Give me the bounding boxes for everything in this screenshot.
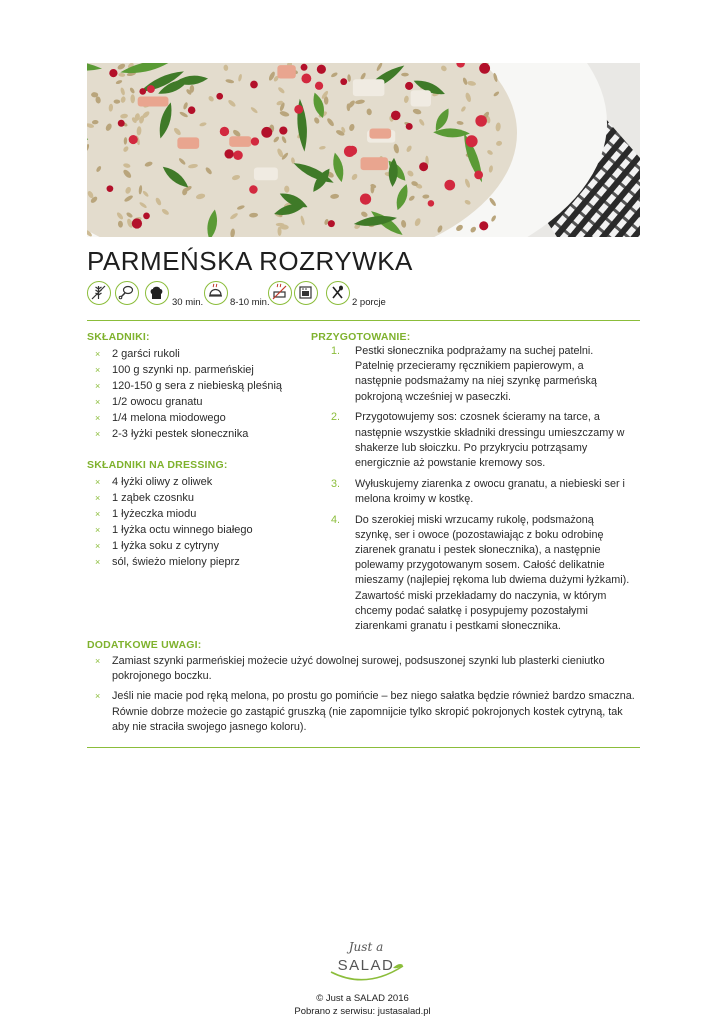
bullet-x-icon: × <box>95 413 101 423</box>
dressing-item: × 1 łyżka soku z cytryny <box>95 540 219 552</box>
recipe-title: PARMEŃSKA ROZRYWKA <box>87 246 413 276</box>
dressing-item: × 1 łyżeczka miodu <box>95 508 197 520</box>
note-item: × Jeśli nie macie pod ręką melona, po prostu go pomińcie – bez niego sałatka będzie również bardzo smaczna. Równie dobrze możecie go zastąpić gruszką (nie zapomnijcie tylko skropić pokrojonych kostek cytryną, tak aby nie straciła swojego jasnego koloru). <box>95 690 635 733</box>
bullet-x-icon: × <box>95 365 101 375</box>
notes-list <box>87 654 640 740</box>
bullet-x-icon: × <box>95 525 101 535</box>
dressing-heading: SKŁADNIKI NA DRESSING: <box>87 459 228 471</box>
bullet-x-icon: × <box>95 557 101 567</box>
bullet-x-icon: × <box>95 381 101 391</box>
gluten-free-icon <box>87 281 111 305</box>
dressing-item: × 1 łyżka octu winnego białego <box>95 524 253 536</box>
ingredient-item: × 2 garści rukoli <box>95 348 180 360</box>
ingredients-heading: SKŁADNIKI: <box>87 331 150 343</box>
bullet-x-icon: × <box>95 656 101 666</box>
svg-text:Just a: Just a <box>348 940 384 954</box>
note-item: × Zamiast szynki parmeńskiej możecie użyć dowolnej surowej, podsuszonej szynki lub plasterki cieniutko pokrojonego boczku. <box>95 655 605 683</box>
ingredients-list <box>87 346 297 442</box>
footer-copyright: © Just a SALAD 2016 <box>316 993 409 1004</box>
bullet-x-icon: × <box>95 429 101 439</box>
ingredient-item: × 1/2 owocu granatu <box>95 396 203 408</box>
prep-time: 30 min. <box>172 297 204 308</box>
ingredient-item: × 100 g szynki np. parmeńskiej <box>95 364 254 376</box>
dressing-item: × 4 łyżki oliwy z oliwek <box>95 476 213 488</box>
dressing-list <box>87 474 297 570</box>
ingredient-item: × 120-150 g sera z niebieską pleśnią <box>95 380 283 392</box>
dressing-item: × 1 ząbek czosnku <box>95 492 194 504</box>
cook-time: 8-10 min. <box>230 297 270 308</box>
cutlery-icon <box>326 281 350 305</box>
divider-bottom <box>87 747 640 748</box>
oven-icon <box>294 281 318 305</box>
step-item: 1. Pestki słonecznika podprażamy na suchej patelni. Patelnię przecieramy ręcznikiem papierowym, a następnie podsmażamy na niej szynkę parmeńską pokrojoną wcześniej w paseczki. <box>331 345 597 403</box>
servings: 2 porcje <box>352 297 386 308</box>
recipe-meta-row <box>87 281 487 311</box>
chef-hat-icon <box>145 281 169 305</box>
dressing-item: × sól, świeżo mielony pieprz <box>95 556 240 568</box>
preparation-steps <box>311 344 631 640</box>
ingredient-item: × 1/4 melona miodowego <box>95 412 226 424</box>
svg-text:SALAD: SALAD <box>337 957 395 974</box>
just-a-salad-logo <box>325 934 407 986</box>
bullet-x-icon: × <box>95 397 101 407</box>
notes-heading: DODATKOWE UWAGI: <box>87 639 202 651</box>
no-cooking-icon <box>268 281 292 305</box>
no-meat-icon <box>115 281 139 305</box>
bullet-x-icon: × <box>95 493 101 503</box>
bullet-x-icon: × <box>95 349 101 359</box>
plate-cloche-icon <box>204 281 228 305</box>
bullet-x-icon: × <box>95 509 101 519</box>
salad-photo <box>87 63 640 237</box>
bullet-x-icon: × <box>95 691 101 702</box>
ingredient-item: × 2-3 łyżki pestek słonecznika <box>95 428 249 440</box>
divider-top <box>87 320 640 321</box>
step-item: 4. Do szerokiej miski wrzucamy rukolę, podsmażoną szynkę, ser i owoce (pozostawiając z boku odrobinę ziarenek granatu i pestek słonecznika), a następnie polewamy przygotowanym sosem. Całość delikatnie mieszamy (najlepiej rękoma lub dwiema dużymi łyżkami). Zawartość miski przekładamy do naczynia, w którym chcemy podać sałatkę i posypujemy pozostałymi ziarenkami granatu i pestkami słonecznika. <box>331 513 630 632</box>
step-item: 2. Przygotowujemy sos: czosnek ścieramy na tarce, a następnie wszystkie składniki dressingu umieszczamy w shakerze lub słoiczku. Po przykryciu potrząsamy energicznie aż powstanie kremowy sos. <box>331 411 625 469</box>
step-item: 3. Wyłuskujemy ziarenka z owocu granatu, a niebieski ser i melona kroimy w kostkę. <box>331 477 625 505</box>
bullet-x-icon: × <box>95 477 101 487</box>
preparation-heading: PRZYGOTOWANIE: <box>311 331 411 343</box>
footer-source: Pobrano z serwisu: justasalad.pl <box>294 1006 431 1017</box>
bullet-x-icon: × <box>95 541 101 551</box>
